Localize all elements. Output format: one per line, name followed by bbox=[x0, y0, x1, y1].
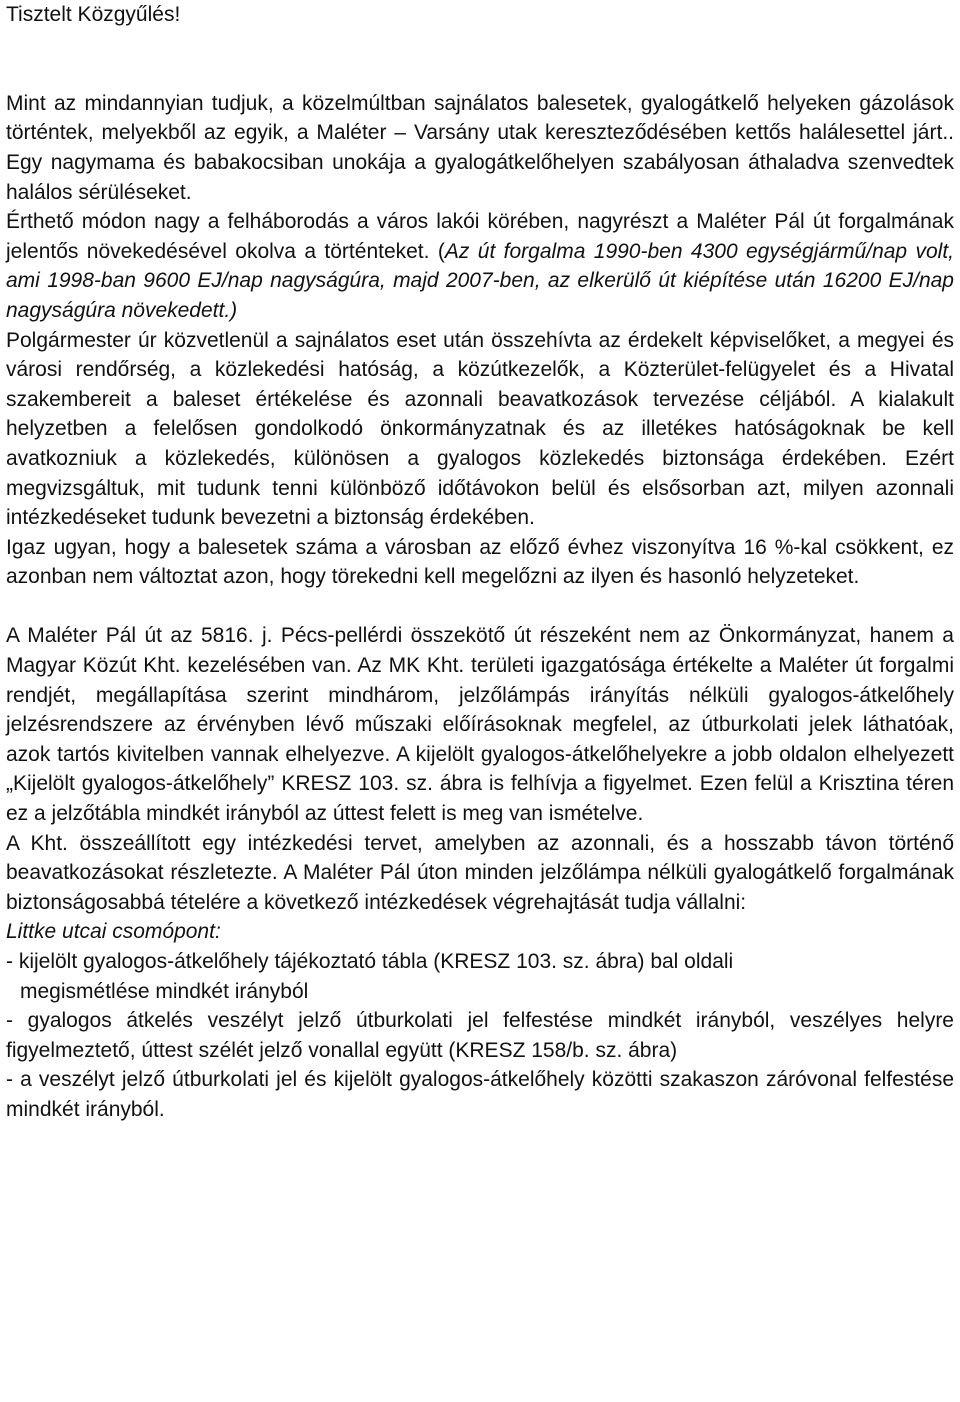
paragraph-traffic-italic-note: Az út forgalma 1990-ben 4300 egységjármű/nap volt, ami 1998-ban 9600 EJ/nap nagyságúra, majd 2007-ben, az elkerülő út kiépítése után 16200 EJ/nap nagyságúra növekedett.) bbox=[6, 239, 955, 322]
paragraph-action-plan: A Kht. összeállított egy intézkedési tervet, amelyben az azonnali, és a hosszabb távon történő beavatkozásokat részletezte. A Maléter Pál úton minden jelzőlámpa nélküli gyalogátkelő forgalmának biztonságosabbá tételére a következő intézkedések végrehajtását tudja vállalni: bbox=[6, 831, 954, 914]
bullet-item-1-line-2: megismétlése mindkét irányból bbox=[20, 979, 309, 1003]
salutation: Tisztelt Közgyűlés! bbox=[6, 3, 181, 26]
paragraph-traffic bbox=[6, 207, 954, 325]
paragraph-statistics: Igaz ugyan, hogy a balesetek száma a városban az előző évhez viszonyítva 16 %-kal csökkent, ez azonban nem változtat azon, hogy törekedni kell megelőzni az ilyen és hasonló helyzeteket. bbox=[6, 535, 954, 589]
bullet-item-3: - a veszélyt jelző útburkolati jel és kijelölt gyalogos-átkelőhely közötti szakaszon záróvonal felfestése mindkét irányból. bbox=[6, 1068, 954, 1121]
bullet-item-2: - gyalogos átkelés veszélyt jelző útburkolati jel felfestése mindkét irányból, veszélyes helyre figyelmeztető, úttest szélét jelző vonallal együtt (KRESZ 158/b. sz. ábra) bbox=[6, 1009, 954, 1062]
paragraph-intro: Mint az mindannyian tudjuk, a közelmúltban sajnálatos balesetek, gyalogátkelő helyeken gázolások történtek, melyekből az egyik, a Maléter – Varsány utak kereszteződésében kettős halálesettel járt.. Egy nagymama és babakocsiban unokája a gyalogátkelőhelyen szabályosan áthaladva szenvedtek halálos sérüléseket. bbox=[6, 91, 954, 204]
spacer bbox=[6, 30, 954, 89]
subheading-littke-junction: Littke utcai csomópont: bbox=[6, 920, 221, 944]
paragraph-traffic-text: Érthető módon nagy a felháborodás a város lakói körében, nagyrészt a Maléter Pál út forgalmának jelentős növekedésével okolva a történteket. ( bbox=[6, 210, 954, 263]
document-page bbox=[6, 0, 954, 1402]
bullet-item-1-line-1: - kijelölt gyalogos-átkelőhely tájékoztató tábla (KRESZ 103. sz. ábra) bal oldali bbox=[6, 950, 734, 973]
paragraph-road-management: A Maléter Pál út az 5816. j. Pécs-pellérdi összekötő út részeként nem az Önkormányzat, hanem a Magyar Közút Kht. kezelésében van. Az MK Kht. területi igazgatósága értékelte a Maléter út forgalmi rendjét, megállapítása szerint mindhárom, jelzőlámpás irányítás nélküli gyalogos-átkelőhely jelzésrendszere az érvényben lévő műszaki előírásoknak megfelel, az útburkolati jelek láthatóak, azok tartós kivitelben vannak elhelyezve. A kijelölt gyalogos-átkelőhelyekre a jobb oldalon elhelyezett „Kijelölt gyalogos-átkelőhely” KRESZ 103. sz. ábra is felhívja a figyelmet. Ezen felül a Krisztina téren ez a jelzőtábla mindkét irányból az úttest felett is meg van ismételve. bbox=[6, 624, 954, 826]
spacer bbox=[6, 592, 954, 622]
paragraph-meeting: Polgármester úr közvetlenül a sajnálatos eset után összehívta az érdekelt képviselőket, a megyei és városi rendőrség, a közlekedési hatóság, a közútkezelők, a Közterület-felügyelet és a Hivatal szakembereit a baleset értékelése és azonnali beavatkozások tervezése céljából. A kialakult helyzetben a felelősen gondolkodó önkormányzatnak és az illetékes hatóságoknak be kell avatkozniuk a közlekedés, különösen a gyalogos közlekedés biztonsága érdekében. Ezért megvizsgáltuk, mit tudunk tenni különböző időtávokon belül és elsősorban azt, milyen azonnali intézkedéseket tudunk bevezetni a biztonság érdekében. bbox=[6, 328, 954, 530]
